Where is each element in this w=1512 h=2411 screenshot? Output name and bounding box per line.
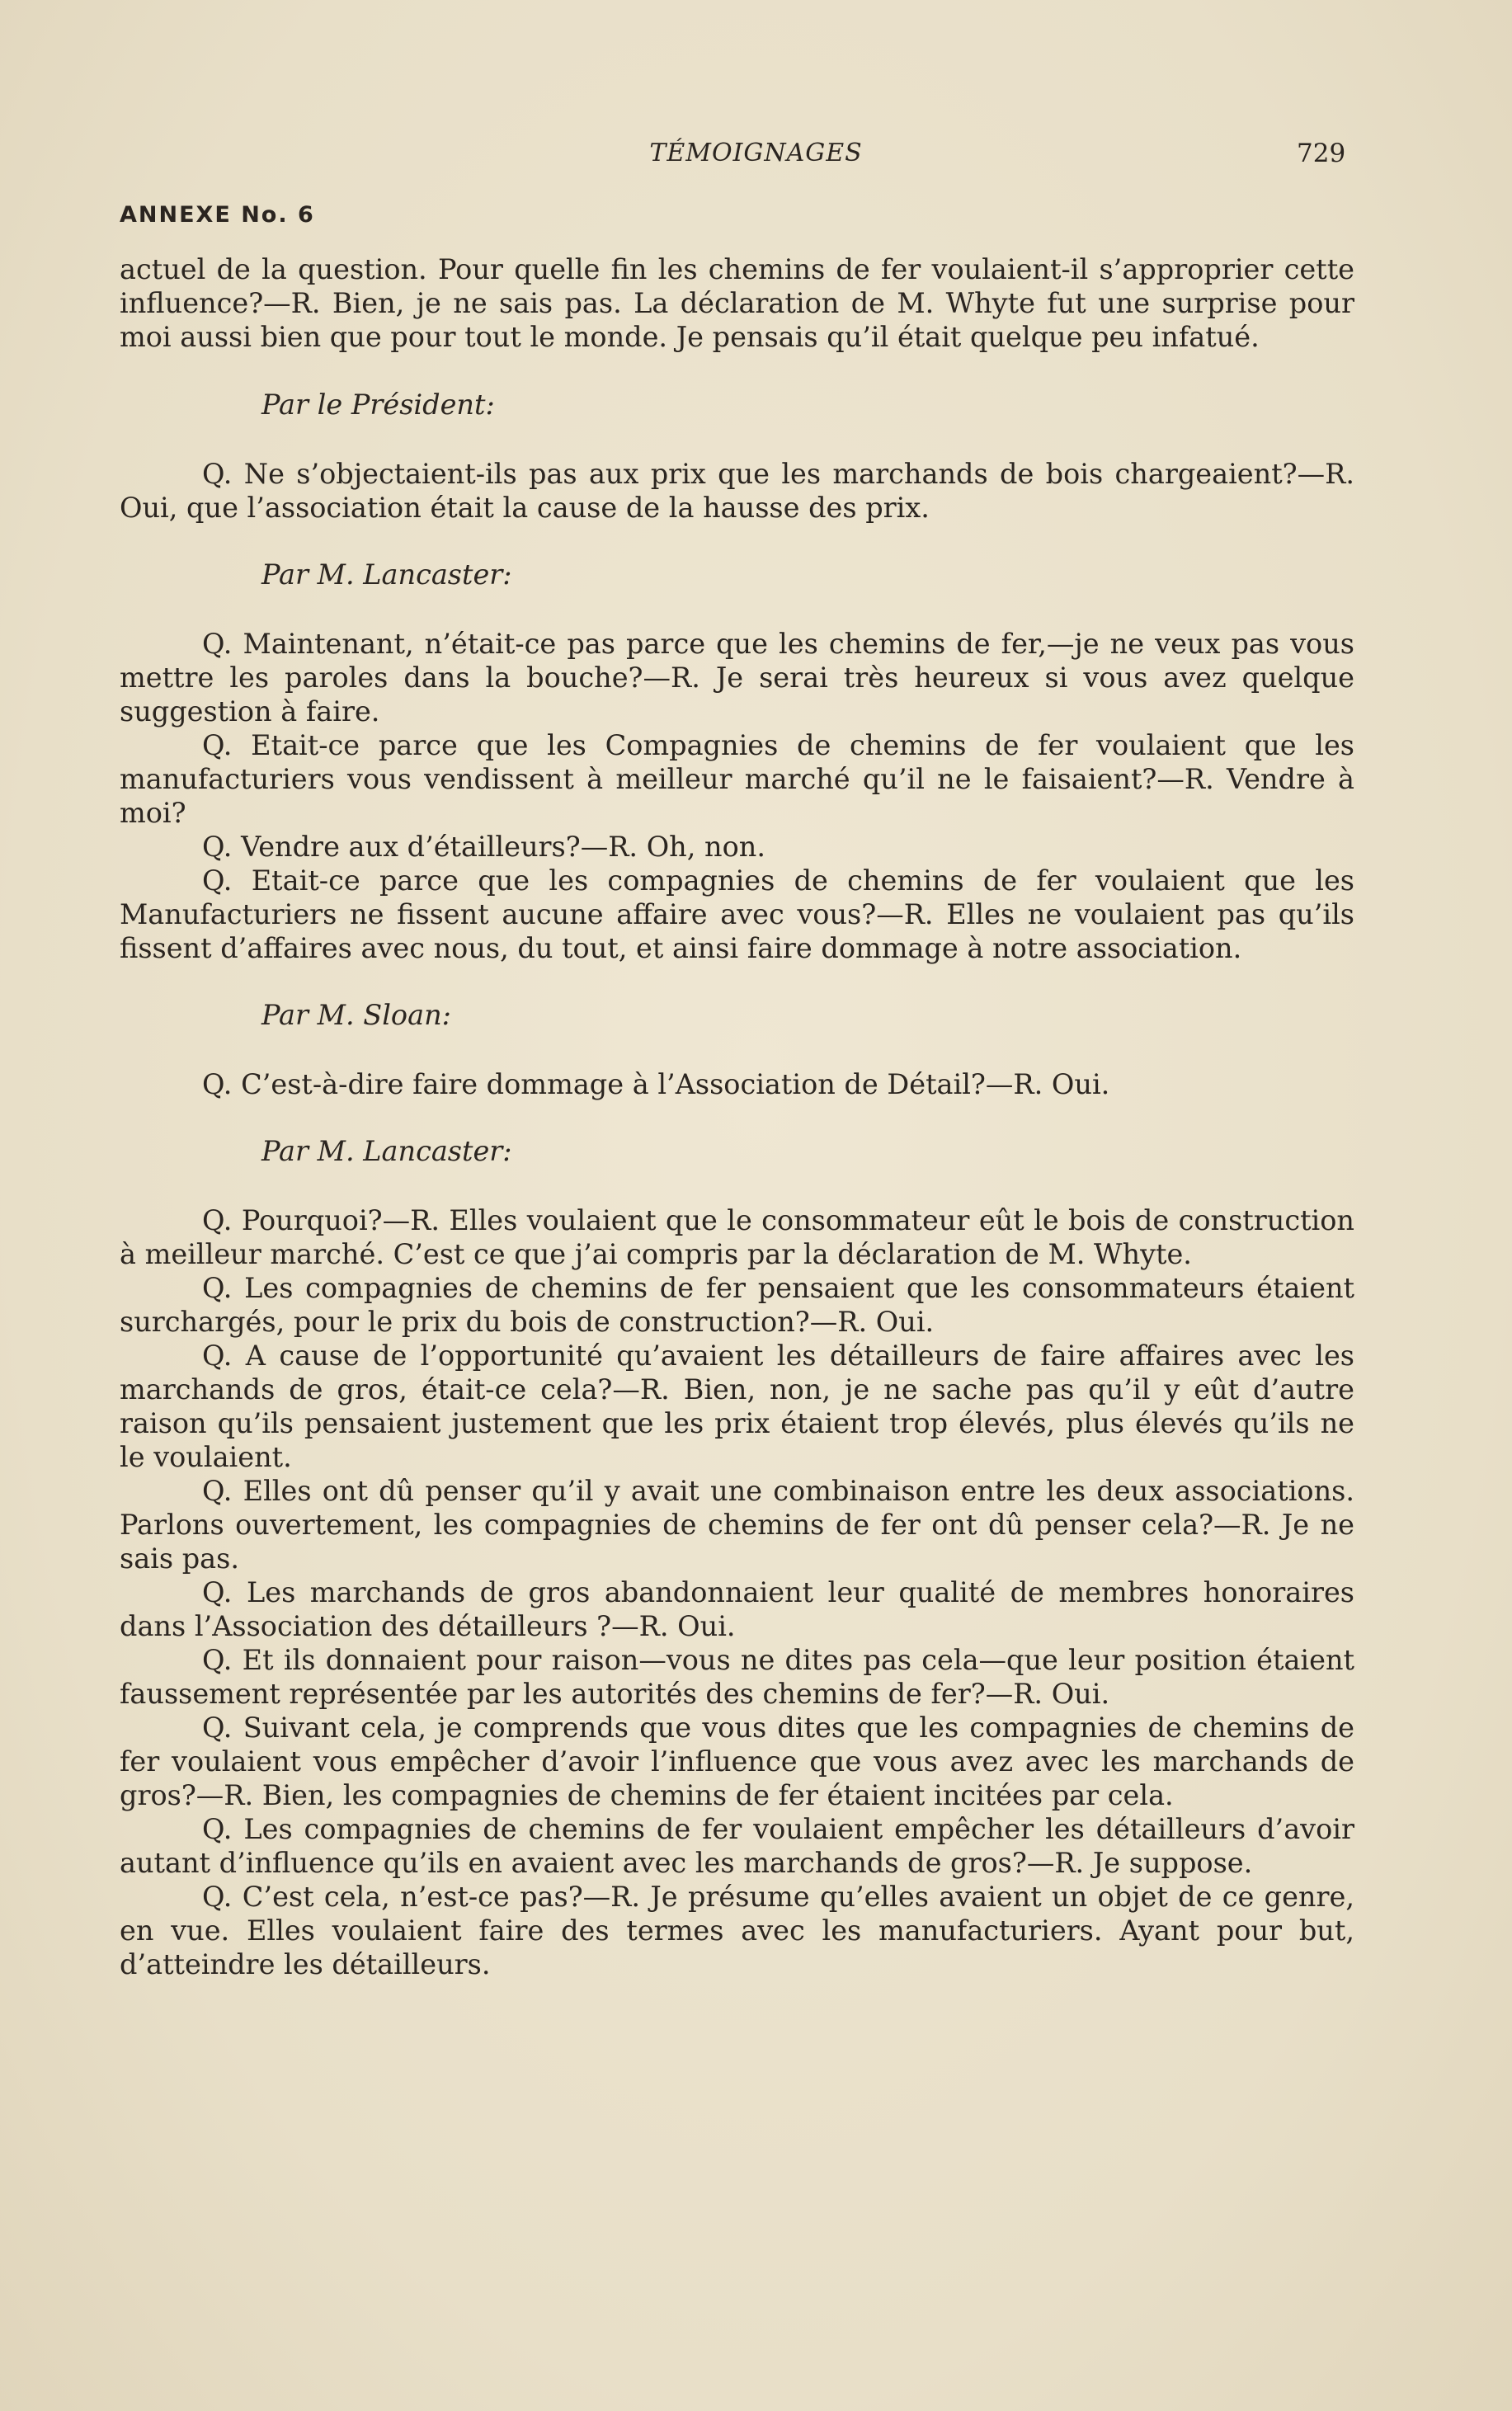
question-answer: Q. Pourquoi?—R. Elles voulaient que le consommateur eût le bois de construction à meilleur marché. C’est ce que j’ai compris par la déclaration de M. Whyte. (120, 1204, 1354, 1270)
question-answer: Q. Les compagnies de chemins de fer pensaient que les consommateurs étaient surchargés, pour le prix du bois de construction?—R. Oui. (120, 1272, 1354, 1338)
speaker-heading: Par M. Lancaster: (261, 558, 512, 591)
question-answer: Q. Vendre aux d’étailleurs?—R. Oh, non. (202, 831, 766, 863)
question-answer: Q. Maintenant, n’était-ce pas parce que les chemins de fer,—je ne veux pas vous mettre les paroles dans la bouche?—R. Je serai très heureux si vous avez quelque suggestion à faire. (120, 628, 1354, 728)
question-answer: Q. C’est cela, n’est-ce pas?—R. Je présume qu’elles avaient un objet de ce genre, en vue. Elles voulaient faire des termes avec les manufacturiers. Ayant pour but, d’atteindre les détailleurs. (120, 1881, 1354, 1980)
speaker-heading: Par M. Sloan: (261, 999, 451, 1031)
paragraph: actuel de la question. Pour quelle fin les chemins de fer voulaient-il s’approprier cette influence?—R. Bien, je ne sais pas. La déclaration de M. Whyte fut une surprise pour moi aussi bien que pour tout le monde. Je pensais qu’il était quelque peu infatué. (120, 253, 1354, 353)
question-answer: Q. Etait-ce parce que les Compagnies de chemins de fer voulaient que les manufacturiers vous vendissent à meilleur marché qu’il ne le faisaient?—R. Vendre à moi? (120, 729, 1354, 829)
question-answer: Q. Les compagnies de chemins de fer voulaient empêcher les détailleurs d’avoir autant d’influence qu’ils en avaient avec les marchands de gros?—R. Je suppose. (120, 1813, 1354, 1879)
question-answer: Q. Et ils donnaient pour raison—vous ne dites pas cela—que leur position étaient faussement représentée par les autorités des chemins de fer?—R. Oui. (120, 1644, 1354, 1710)
question-answer: Q. C’est-à-dire faire dommage à l’Association de Détail?—R. Oui. (202, 1068, 1110, 1100)
question-answer: Q. Suivant cela, je comprends que vous dites que les compagnies de chemins de fer voulaient vous empêcher d’avoir l’influence que vous avez avec les marchands de gros?—R. Bien, les compagnies de chemins de fer étaient incitées par cela. (120, 1712, 1354, 1811)
question-answer: Q. Etait-ce parce que les compagnies de chemins de fer voulaient que les Manufacturiers ne fissent aucune affaire avec vous?—R. Elles ne voulaient pas qu’ils fissent d’affaires avec nous, du tout, et ainsi faire dommage à notre association. (120, 864, 1354, 964)
running-title: TÉMOIGNAGES (649, 139, 863, 167)
speaker-heading: Par le Président: (261, 388, 495, 421)
annex-label: ANNEXE No. 6 (120, 202, 315, 228)
question-answer: Q. Ne s’objectaient-ils pas aux prix que les marchands de bois chargeaient?—R. Oui, que l’association était la cause de la hausse des prix. (120, 458, 1354, 524)
question-answer: Q. A cause de l’opportunité qu’avaient les détailleurs de faire affaires avec les marchands de gros, était-ce cela?—R. Bien, non, je ne sache pas qu’il y eût d’autre raison qu’ils pensaient justement que les prix étaient trop élevés, plus élevés qu’ils ne le voulaient. (120, 1340, 1354, 1473)
speaker-heading: Par M. Lancaster: (261, 1135, 512, 1167)
question-answer: Q. Les marchands de gros abandonnaient leur qualité de membres honoraires dans l’Association des détailleurs ?—R. Oui. (120, 1576, 1354, 1642)
body-text (120, 252, 1354, 1981)
page-number: 729 (1297, 139, 1346, 168)
question-answer: Q. Elles ont dû penser qu’il y avait une combinaison entre les deux associations. Parlons ouvertement, les compagnies de chemins de fer ont dû penser cela?—R. Je ne sais pas. (120, 1475, 1354, 1575)
